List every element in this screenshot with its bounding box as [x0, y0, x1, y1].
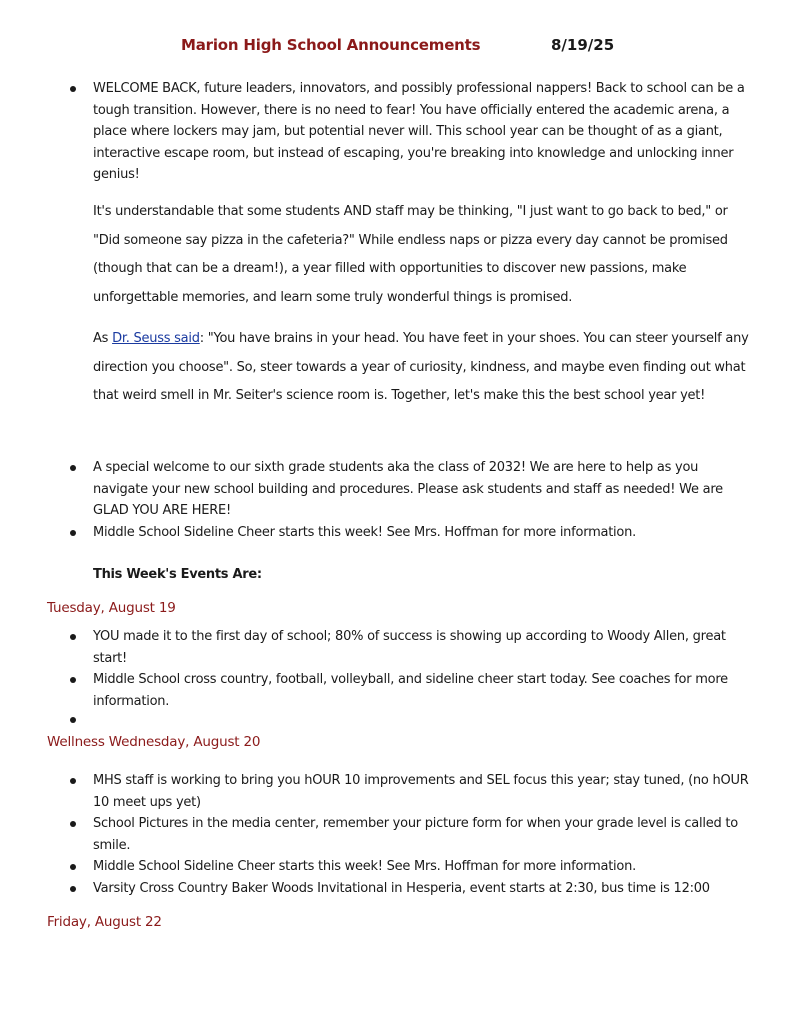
announcement-date: 8/19/25 [551, 36, 615, 54]
list-item [0, 522, 791, 544]
quote-text: : "You have brains in your head. You have feet in your shoes. You can steer yourself any direction you choose". So, steer towards a year of curiosity, kindness, and maybe even finding out what that weird smell in Mr. Seiter's science room is. Together, let's make this the best school year yet! [93, 331, 749, 403]
list-item [0, 669, 791, 712]
intro-paragraph-2: It's understandable that some students AND staff may be thinking, "I just want to go back to bed," or "Did someone say pizza in the cafeteria?" While endless naps or pizza every day cannot be promised (though that can be a dream!), a year filled with opportunities to discover new passions, make unforgettable memories, and learn some truly wonderful things is promised. [93, 204, 728, 305]
list-item-text: Middle School cross country, football, volleyball, and sideline cheer start today. See coaches for more information. [93, 672, 728, 709]
bullet-icon [70, 86, 76, 92]
bullet-icon [70, 821, 76, 827]
bullet-icon [70, 677, 76, 683]
list-item-text: Varsity Cross Country Baker Woods Invitational in Hesperia, event starts at 2:30, bus time is 12:00 [93, 880, 710, 896]
general-announcements-list [0, 457, 791, 543]
wednesday-list [0, 770, 791, 899]
list-item [0, 626, 791, 669]
bullet-icon [70, 864, 76, 870]
list-item [0, 856, 791, 878]
quote-prefix: As [93, 331, 113, 346]
empty-bullet-icon [70, 717, 76, 723]
list-item [0, 457, 791, 522]
welcome-list [0, 78, 791, 186]
bullet-icon [70, 465, 76, 471]
bullet-icon [70, 634, 76, 640]
list-item [0, 770, 791, 813]
tuesday-heading: Tuesday, August 19 [47, 600, 176, 616]
intro-paragraph-3 [93, 325, 753, 411]
list-item-text: School Pictures in the media center, remember your picture form for when your grade level is called to smile. [93, 816, 738, 853]
bullet-icon [70, 530, 76, 536]
list-item-welcome [0, 78, 791, 186]
list-item-text: YOU made it to the first day of school; 80% of success is showing up according to Woody Allen, great start! [93, 629, 726, 666]
bullet-icon [70, 778, 76, 784]
page-title: Marion High School Announcements [181, 36, 481, 54]
welcome-text: WELCOME BACK, future leaders, innovators, and possibly professional nappers! Back to school can be a tough transition. However, there is no need to fear! You have officially entered the academic arena, a place where lockers may jam, but potential never will. This school year can be thought of as a giant, interactive escape room, but instead of escaping, you're breaking into knowledge and unlocking inner genius! [93, 81, 745, 182]
bullet-icon [70, 886, 76, 892]
list-item [0, 878, 791, 900]
document-header [0, 36, 791, 58]
list-item-text: Middle School Sideline Cheer starts this week! See Mrs. Hoffman for more information. [93, 859, 636, 874]
dr-seuss-link[interactable]: Dr. Seuss said [112, 331, 200, 346]
list-item [0, 813, 791, 856]
friday-heading: Friday, August 22 [47, 914, 162, 930]
events-heading: This Week's Events Are: [93, 567, 262, 582]
list-item-text: MHS staff is working to bring you hOUR 10 improvements and SEL focus this year; stay tuned, (no hOUR 10 meet ups yet) [93, 773, 749, 810]
list-item-text: A special welcome to our sixth grade students aka the class of 2032! We are here to help as you navigate your new school building and procedures. Please ask students and staff as needed! We are GLAD YOU ARE HERE! [93, 460, 723, 518]
tuesday-list [0, 626, 791, 712]
list-item-text: Middle School Sideline Cheer starts this week! See Mrs. Hoffman for more information. [93, 524, 636, 540]
wednesday-heading: Wellness Wednesday, August 20 [47, 734, 261, 750]
